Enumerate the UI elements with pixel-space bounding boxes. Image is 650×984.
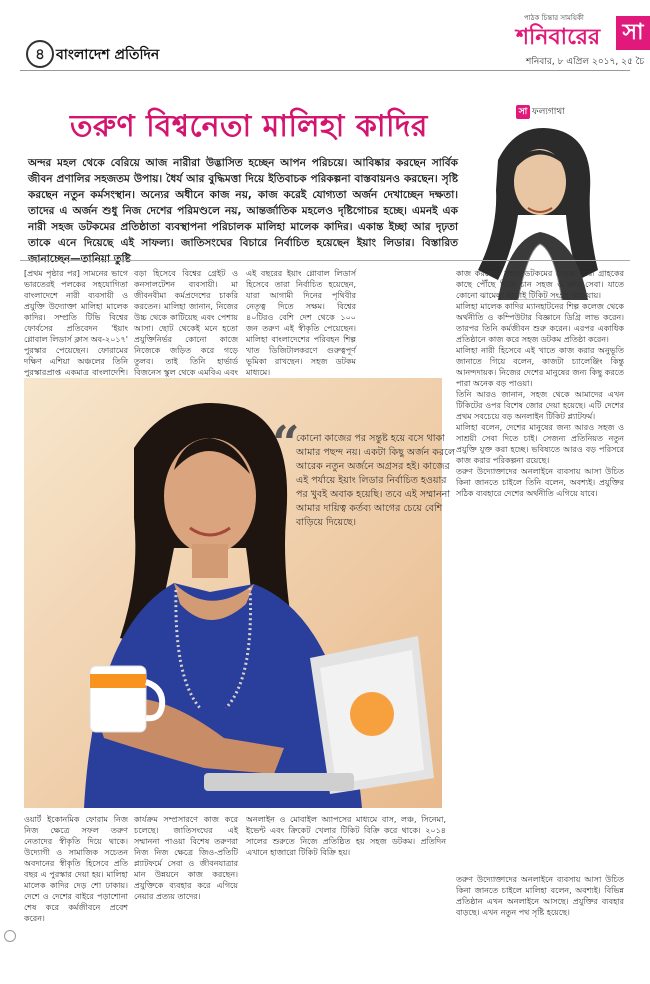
intro-rule <box>20 260 630 261</box>
column-3-top: এই বছরের ইয়াং গ্লোবাল লিডার্স হিসেবে তারা নির্বাচিত হয়েছেন, যারা আগামী দিনের পৃথিবীর নেতৃত্ব দিতে সক্ষম। বিশ্বের ৪০টিরও বেশি দেশ থেকে ১০০ জন তরুণ এই স্বীকৃতি পেয়েছেন। মালিহা বাংলাদেশের পরিবহন শিল্প খাত ডিজিটালকরণে গুরুত্বপূর্ণ ভূমিকা রাখছেন। সহজ ডটকম মাধ্যমে। <box>246 269 356 377</box>
column-2-top: বড়া হিসেবে বিশ্বের গ্রেইট ও কনসালটেশন ব্যবসায়ী। মা জীবনবীমা কর্মপ্রদেশের চাকরি করতেন। মালিহা জানান, নিজের উচ্চ থেকে কাটিয়েছ এবং পেশায় আসা। ছোট থেকেই মনে হতো প্রযুক্তিনির্ভর কোনো কাজে নিজেকে জড়িত করে গড়ে তুলব। তাই তিনি হার্ভার্ড বিজনেস স্কুল থেকে এমবিএ এবং <box>134 269 238 377</box>
page-number: ৪ <box>26 40 54 68</box>
paper-name: বাংলাদেশ প্রতিদিন <box>56 47 160 63</box>
column-4-bottom: তরুণ উদ্যোক্তাদের অনলাইনে ব্যবসায় আসা উচিত কিনা জানতে চাইলে মালিহা বলেন, অবশ্যই। বিভিন্ন প্রতিষ্ঠান এখন অনলাইনে আসছে। প্রযুক্তির ব্যবহার বাড়ছে। এখন নতুন পথ সৃষ্টি হয়েছে। <box>456 875 624 917</box>
masthead-tagline: পাঠক চিন্তার সাময়িকী <box>524 14 584 22</box>
column-1-bottom: ওয়ার্ট ইকোনমিক ফোরাম নিজ নিজ ক্ষেত্রে সফল তরুণ নেতাদের স্বীকৃতি দিয়ে থাকে। উদ্যোগী ও সামাজিক সচেতন অবদানের স্বীকৃতি হিসেবে প্রতি বছর এ পুরস্কার দেয়া হয়। মালিহা মালেক কাদির দেড় শো ঢাকায়। দেশে ও দেশের বাইরে পড়াশোনা শেষ করে কর্মজীবনে প্রবেশ করেন। <box>24 815 128 923</box>
masthead-name: শনিবারের <box>516 24 601 50</box>
article-intro: অন্দর মহল থেকে বেরিয়ে আজ নারীরা উদ্ভাসিত হচ্ছেন আপন পরিচয়ে। আবিষ্কার করছেন সার্বিক জীবন প্রণালির সহজতম উপায়। ধৈর্য আর বুদ্ধিমত্তা দিয়ে ইতিবাচক পরিকল্পনা বাস্তবায়নও করছেন। সৃষ্টি করছেন নতুন কর্মসংস্থান। অন্যের অধীনে কাজ নয়, কাজ করেই যোগ্যতা অর্জন দেখাচ্ছেন দক্ষতা। তাদের এ অর্জন শুধু নিজ দেশের পরিমণ্ডলে নয়, আন্তর্জাতিক মহলেও দৃষ্টিগোচর হচ্ছে। এমনই এক নারী সহজ ডটকমের প্রতিষ্ঠাতা ব্যবস্থাপনা পরিচালক মালিহা মালেক কাদির। একান্ত ইচ্ছা আর দৃঢ়তা তাকে এনে দিয়েছে এই সাফল্য। জাতিসংঘের বিচারে নির্বাচিত হয়েছেন ইয়াং লিডার। বিস্তারিত জানাচ্ছেন—তানিয়া তুষ্টি <box>28 157 458 265</box>
article-headline: তরুণ বিশ্বনেতা মালিহা কাদির <box>70 109 428 144</box>
section-tag <box>516 104 565 118</box>
pull-quote: কোনো কাজের পর সন্তুষ্ট হয়ে বসে থাকা আমার পছন্দ নয়। একটা কিছু অর্জন করলে আরেক নতুন অর্জনে অগ্রসর হই। কাজের এই পর্যায়ে ইয়াং লিডার নির্বাচিত হওয়ার পর খুবই অবাক হয়েছি। তবে এই সম্মাননা আমার দায়িত্ব কর্তব্য আগের চেয়ে বেশি বাড়িয়ে দিয়েছে। <box>296 433 456 528</box>
masthead-date: শনিবার, ৮ এপ্রিল ২০১৭, ২৫ চৈ <box>526 57 645 67</box>
column-2-bottom: কার্যক্রম সম্প্রসারণে কাজ করে চলেছে। জাতিসংঘের এই সম্মাননা পাওয়া বিশেষ তরুণরা নিজ নিজ ক্ষেত্রে জিও-প্রতিটি প্ল্যাটফর্মে সেবা ও জীবনযাত্রার মান উন্নয়নে কাজ করছেন। প্রযুক্তিকে ব্যবহার করে এগিয়ে নেয়ার প্রত্যয় তাদের। <box>134 815 238 901</box>
registration-mark-icon <box>4 930 16 942</box>
section-tag-badge: সা <box>516 105 530 119</box>
column-1-top: [প্রথম পৃষ্ঠার পর] সামনের ভাগে ভারতেরই পলকের সহযোগিতা বাংলাদেশে নারী ব্যবসায়ী ও প্রযুক্তি উদ্যোক্তা মালিহা মালেক কাদির। সম্প্রতি টিভি বিশ্বের ফোর্বসের প্রতিবেদন 'ইয়াং গ্লোবাল লিডার্স ক্লাস অব-২০১৭' পুরস্কার পেয়েছেন। ফোরামের দক্ষিণ এশিয়া অঞ্চলের তিনি পুরস্কারপ্রাপ্ত একমাত্র বাংলাদেশি। <box>24 269 128 377</box>
masthead-logo-box: সা <box>616 16 650 50</box>
column-3-bottom: অনলাইন ও মোবাইল অ্যাপসের মাধ্যমে বাস, লঞ্চ, সিনেমা, ইভেন্ট এবং ক্রিকেট খেলার টিকিট বিক্রি করে থাকে। ২০১৪ সালের শুরুতে নিজে প্রতিষ্ঠিত হয় সহজ ডটকম। প্রতিদিন এখানে হাজারো টিকিট বিক্রি হয়। <box>246 815 446 857</box>
section-tag-label: ফল্যগাথা <box>532 107 565 117</box>
column-4: কাজ করছেন। সহজ ডটকমের সেবায় তারা গ্রাহকের কাছে পৌঁছে দিতে চান সহজ ও দ্রুত সেবা। যাতে কোনো ঝামেলা ছাড়াই টিকিট সংগ্রহ করা যায়। মালিহা মালেক কাদির ম্যানহাটনের শিল্প কলেজ থেকে অর্থনীতি ও কম্পিউটার বিজ্ঞানে ডিগ্রি লাভ করেন। তারপর তিনি কর্মজীবন শুরু করেন। এরপর একাধিক প্রতিষ্ঠানে কাজ করে সহজ ডটকম প্রতিষ্ঠা করেন। মালিহা নারী হিসেবে এই খাতে কাজ করার অনুভূতি জানাতে গিয়ে বলেন, কাজটা চ্যালেঞ্জিং কিন্তু আনন্দদায়ক। নিজের দেশের মানুষের জন্য কিছু করতে পারা অনেক বড় পাওয়া। তিনি আরও জানান, সহজ থেকে আমাদের এখন টিকিটের ওপর বিশেষ জোর দেয়া হয়েছে। এটি দেশের প্রথম সবচেয়ে বড় অনলাইন টিকিট প্ল্যাটফর্ম। মালিহা বলেন, দেশের মানুষের জন্য আরও সহজ ও সাশ্রয়ী সেবা দিতে চাই। সেজন্য প্রতিনিয়ত নতুন প্রযুক্তি যুক্ত করা হচ্ছে। ভবিষ্যতে আরও বড় পরিসরে কাজ করার পরিকল্পনা রয়েছে। তরুণ উদ্যোক্তাদের অনলাইনে ব্যবসায় আসা উচিত কিনা জানতে চাইলে তিনি বলেন, অবশ্যই। প্রযুক্তির সঠিক ব্যবহারে দেশের অর্থনীতি এগিয়ে যাবে। <box>456 269 624 498</box>
quote-mark-icon: “ <box>272 416 300 472</box>
header-rule <box>20 70 630 71</box>
